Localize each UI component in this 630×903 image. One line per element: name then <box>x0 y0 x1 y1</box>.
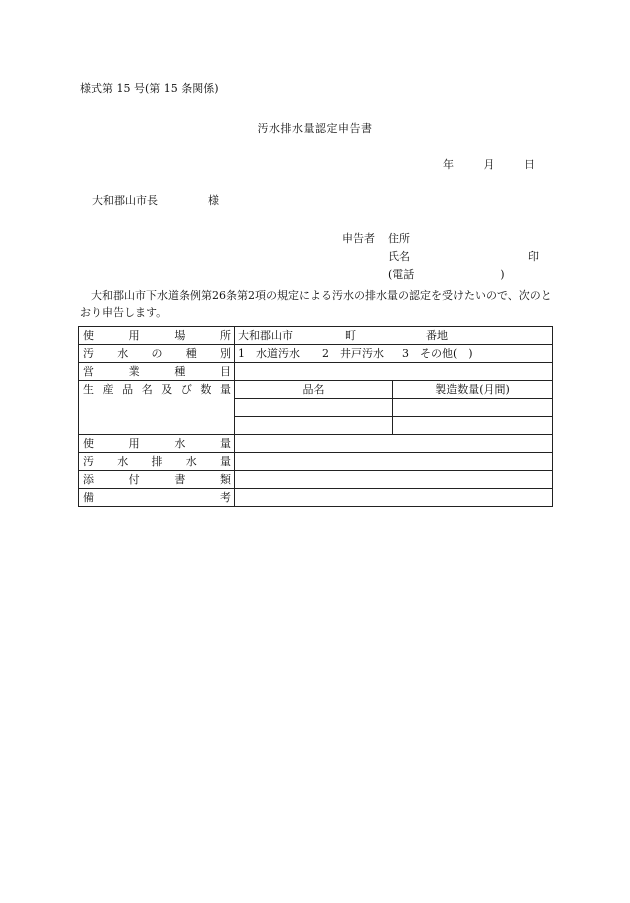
body-paragraph: 大和郡山市下水道条例第26条第2項の規定による汚水の排水量の認定を受けたいので、次のとおり申告します。 <box>80 289 552 319</box>
wastewater-label: 汚 水 排 水 量 <box>79 453 235 471</box>
form-number: 様式第 15 号(第 15 条関係) <box>80 82 219 95</box>
body-text <box>80 287 555 321</box>
remarks-label: 備 考 <box>79 489 235 507</box>
attachments-field[interactable] <box>235 471 553 489</box>
table-row-remarks <box>79 489 553 507</box>
water-use-field[interactable] <box>235 435 553 453</box>
kind-label: 汚 水 の 種 別 <box>79 345 235 363</box>
table-row-location <box>79 327 553 345</box>
applicant-label: 申告者 <box>342 232 375 245</box>
product-name-cell[interactable] <box>235 417 393 435</box>
form-title: 汚水排水量認定申告書 <box>257 122 373 135</box>
phone-label: (電話 <box>388 268 415 281</box>
wastewater-field[interactable] <box>235 453 553 471</box>
declaration-table <box>78 326 553 507</box>
table-row-products-header <box>79 381 553 399</box>
seal-mark: 印 <box>528 250 539 263</box>
location-city: 大和郡山市 <box>238 328 293 342</box>
kind-field[interactable] <box>235 345 553 363</box>
water-use-label: 使 用 水 量 <box>79 435 235 453</box>
remarks-field[interactable] <box>235 489 553 507</box>
addressee-name: 大和郡山市長 <box>92 194 158 207</box>
address-label: 住所 <box>388 232 410 245</box>
product-name-header: 品名 <box>235 381 393 399</box>
product-name-cell[interactable] <box>235 399 393 417</box>
production-qty-cell[interactable] <box>393 417 553 435</box>
production-qty-header: 製造数量(月間) <box>393 381 553 399</box>
kind-option-3[interactable]: 3 その他( ) <box>402 346 473 360</box>
location-field[interactable] <box>235 327 553 345</box>
table-row-water-use <box>79 435 553 453</box>
location-town: 町 <box>345 328 356 342</box>
attachments-label: 添 付 書 類 <box>79 471 235 489</box>
table-row-attachments <box>79 471 553 489</box>
location-banchi: 番地 <box>426 328 448 342</box>
applicant-address-row <box>342 232 410 246</box>
table-row-wastewater <box>79 453 553 471</box>
table-row-kind <box>79 345 553 363</box>
kind-option-2[interactable]: 2 井戸汚水 <box>322 346 384 360</box>
business-label: 営 業 種 目 <box>79 363 235 381</box>
date-day: 日 <box>524 158 535 171</box>
date-line <box>443 158 535 172</box>
kind-option-1[interactable]: 1 水道汚水 <box>238 346 300 360</box>
table-row-business <box>79 363 553 381</box>
addressee <box>92 194 219 208</box>
applicant-phone-row <box>388 268 505 282</box>
date-year: 年 <box>443 158 454 171</box>
business-field[interactable] <box>235 363 553 381</box>
phone-close: ) <box>500 268 505 281</box>
products-label: 生 産 品 名 及 び 数 量 <box>79 381 235 435</box>
production-qty-cell[interactable] <box>393 399 553 417</box>
date-month: 月 <box>483 158 495 171</box>
location-label: 使 用 場 所 <box>79 327 235 345</box>
addressee-honorific: 様 <box>208 194 219 207</box>
applicant-name-label: 氏名 <box>388 250 410 263</box>
